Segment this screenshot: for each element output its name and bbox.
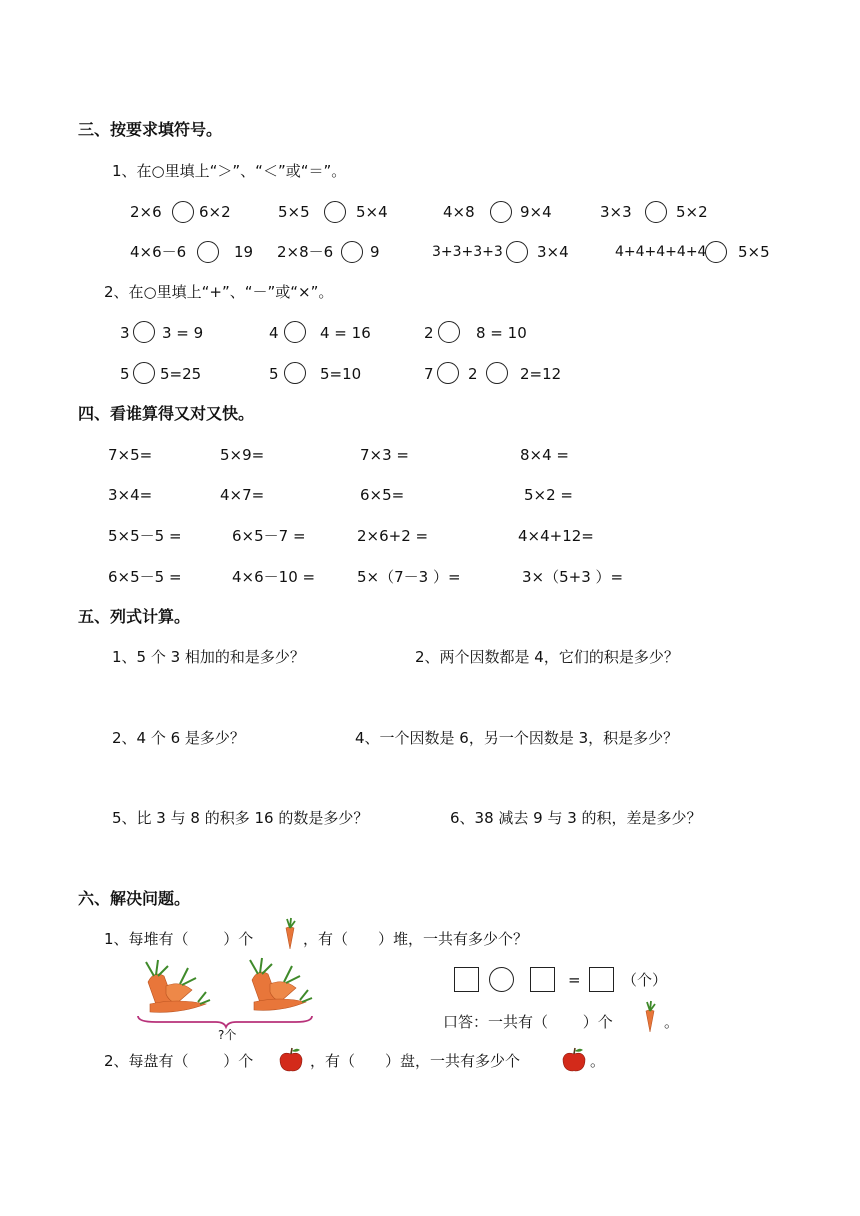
word-problem: 6、38 减去 9 与 3 的积，差是多少？: [450, 809, 702, 827]
compare-right: 5×2: [676, 203, 708, 221]
word-problem: 4、一个因数是 6，另一个因数是 3，积是多少？: [355, 729, 679, 747]
q3-1-instruction: 1、在○里填上“＞”、“＜”或“＝”。: [112, 162, 347, 180]
answer-circle[interactable]: [437, 362, 459, 384]
answer-circle[interactable]: [489, 967, 514, 992]
calc-item: 4×6－10 =: [232, 568, 316, 586]
calc-item: 6×5－5 =: [108, 568, 182, 586]
compare-left: 5×5: [278, 203, 310, 221]
answer-line: 口答：一共有（ ）个: [443, 1013, 613, 1031]
answer-circle[interactable]: [284, 362, 306, 384]
compare-right: 9×4: [520, 203, 552, 221]
carrot-icon: [270, 966, 300, 1002]
operand-mid: 2: [468, 365, 478, 383]
calc-item: 5×（7－3 ）=: [357, 568, 461, 586]
q3-2-instruction: 2、在○里填上“+”、“－”或“×”。: [104, 283, 334, 301]
answer-circle[interactable]: [284, 321, 306, 343]
answer-circle[interactable]: [486, 362, 508, 384]
calc-item: 3×4=: [108, 486, 153, 504]
word-problem: 2、两个因数都是 4，它们的积是多少？: [415, 648, 679, 666]
section-6-title: 六、解决问题。: [78, 889, 191, 908]
p2-prefix: 2、每盘有（ ）个: [104, 1052, 254, 1070]
apple-icon: [561, 1047, 587, 1073]
operand-rest: 3 = 9: [162, 324, 204, 342]
operand: 5: [120, 365, 130, 383]
carrot-icon: [281, 918, 299, 950]
answer-circle[interactable]: [490, 201, 512, 223]
compare-right: 6×2: [199, 203, 231, 221]
calc-item: 4×7=: [220, 486, 265, 504]
answer-circle[interactable]: [645, 201, 667, 223]
section-3-title: 三、按要求填符号。: [78, 120, 223, 139]
operand-rest: 4 = 16: [320, 324, 371, 342]
answer-box[interactable]: [589, 967, 614, 992]
unit-label: （个）: [622, 971, 668, 989]
compare-right: 5×5: [738, 243, 770, 261]
operand: 3: [120, 324, 130, 342]
answer-circle[interactable]: [324, 201, 346, 223]
carrot-icon: [641, 1001, 659, 1033]
compare-right: 19: [234, 243, 254, 261]
answer-suffix: 。: [664, 1013, 680, 1031]
brace: [136, 1014, 316, 1028]
operand-rest: 8 = 10: [476, 324, 527, 342]
calc-item: 6×5－7 =: [232, 527, 306, 545]
calc-item: 3×（5+3 ）=: [522, 568, 624, 586]
answer-circle[interactable]: [438, 321, 460, 343]
compare-right: 9: [370, 243, 380, 261]
compare-left: 2×8－6: [277, 243, 334, 261]
calc-item: 2×6+2 =: [357, 527, 429, 545]
carrot-icon: [166, 968, 196, 1004]
operand: 7: [424, 365, 434, 383]
answer-circle[interactable]: [341, 241, 363, 263]
equals-sign: =: [568, 971, 581, 989]
calc-item: 4×4+12=: [518, 527, 594, 545]
word-problem: 1、5 个 3 相加的和是多少？: [112, 648, 305, 666]
compare-left: 4+4+4+4+4: [615, 244, 707, 260]
operand-rest: 5=10: [320, 365, 362, 383]
answer-circle[interactable]: [705, 241, 727, 263]
p1-prefix: 1、每堆有（ ）个: [104, 930, 254, 948]
operand: 2: [424, 324, 434, 342]
p2-middle: ，有（ ）盘，一共有多少个: [310, 1052, 521, 1070]
answer-circle[interactable]: [133, 321, 155, 343]
compare-left: 4×6－6: [130, 243, 187, 261]
compare-left: 3×3: [600, 203, 632, 221]
answer-circle[interactable]: [172, 201, 194, 223]
answer-circle[interactable]: [133, 362, 155, 384]
operand: 5: [269, 365, 279, 383]
calc-item: 5×9=: [220, 446, 265, 464]
answer-box[interactable]: [454, 967, 479, 992]
word-problem: 2、4 个 6 是多少？: [112, 729, 245, 747]
p2-suffix: 。: [590, 1052, 606, 1070]
answer-circle[interactable]: [197, 241, 219, 263]
calc-item: 6×5=: [360, 486, 405, 504]
compare-left: 4×8: [443, 203, 475, 221]
answer-circle[interactable]: [506, 241, 528, 263]
operand: 4: [269, 324, 279, 342]
calc-item: 7×5=: [108, 446, 153, 464]
section-5-title: 五、列式计算。: [78, 607, 191, 626]
compare-left: 2×6: [130, 203, 162, 221]
calc-item: 5×5－5 =: [108, 527, 182, 545]
answer-box[interactable]: [530, 967, 555, 992]
compare-right: 3×4: [537, 243, 569, 261]
section-4-title: 四、看谁算得又对又快。: [78, 404, 255, 423]
compare-right: 5×4: [356, 203, 388, 221]
p1-middle: ，有（ ）堆，一共有多少个？: [303, 930, 529, 948]
word-problem: 5、比 3 与 8 的积多 16 的数是多少？: [112, 809, 369, 827]
calc-item: 7×3 =: [360, 446, 409, 464]
operand-rest: 5=25: [160, 365, 202, 383]
operand-rest: 2=12: [520, 365, 562, 383]
calc-item: 8×4 =: [520, 446, 569, 464]
compare-left: 3+3+3+3: [432, 244, 503, 260]
calc-item: 5×2 =: [524, 486, 573, 504]
apple-icon: [278, 1047, 304, 1073]
brace-label: ?个: [218, 1028, 237, 1042]
